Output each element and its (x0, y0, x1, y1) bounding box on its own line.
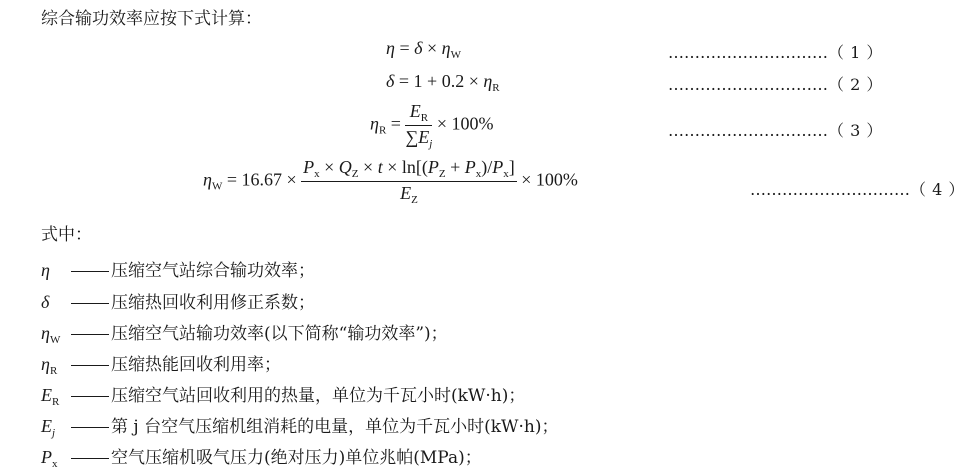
equation-4: $\eta_W = 16.67$ × $P_x \times Q_Z \times t \times \ln[(P_Z + P_x)/P_x]$ $E_Z$ × 100% (203, 157, 578, 206)
symbol: δ (41, 292, 50, 312)
numerator: E (409, 101, 421, 121)
definition-eta (41, 256, 315, 283)
symbol: η (41, 260, 50, 280)
eta-r-symbol: η (370, 113, 379, 134)
definition-eta-w (41, 319, 448, 346)
equation-1: $\eta = \delta \times \eta_W$ (386, 38, 461, 61)
eta-r-symbol: η (483, 71, 493, 91)
equation-2-number (668, 72, 883, 95)
subscript: W (49, 334, 61, 346)
subscript: R (492, 82, 500, 94)
leader-dots: ………………………… (668, 75, 828, 94)
subscript: W (450, 49, 461, 61)
eta-w-symbol: η (203, 169, 212, 190)
percent-tail: × 100% (436, 113, 494, 134)
subscript: j (429, 138, 433, 150)
denominator: E (400, 183, 412, 203)
subscript: x (314, 168, 320, 180)
subscript: R (420, 112, 429, 124)
delta-symbol: δ (414, 38, 423, 58)
dash (71, 303, 109, 304)
number-label: （ 3 ） (828, 121, 883, 140)
subscript: Z (411, 194, 418, 206)
times-symbol: × (426, 38, 438, 58)
constant: 16.67 (241, 169, 282, 190)
t-symbol: t (377, 157, 383, 177)
dash (71, 334, 109, 335)
subscript: x (475, 168, 482, 180)
definition-text: 压缩热回收利用修正系数； (111, 293, 315, 313)
symbol: E (41, 385, 52, 405)
eta-w-symbol: η (441, 38, 451, 58)
times-symbol: × (468, 71, 479, 91)
leader-dots: ………………………… (750, 180, 910, 199)
px-symbol: P (492, 157, 504, 177)
denominator: E (418, 127, 430, 147)
qz-symbol: Q (338, 157, 352, 177)
dash (71, 396, 109, 397)
subscript: R (49, 365, 58, 377)
plus-symbol: + (427, 71, 438, 91)
subscript: x (52, 458, 58, 470)
percent-tail: × 100% (521, 169, 578, 190)
dash (71, 427, 109, 428)
symbol: E (41, 416, 52, 436)
subscript: x (503, 168, 509, 180)
dash (71, 271, 109, 272)
definition-eta-r (41, 350, 281, 377)
definition-delta (41, 288, 315, 315)
definition-er (41, 381, 525, 408)
px-symbol: P (464, 157, 476, 177)
symbol: η (41, 354, 50, 374)
number-label: （ 1 ） (828, 43, 883, 62)
fraction: $P_x \times Q_Z \times t \times \ln[(P_Z + P_x)/P_x]$ $E_Z$ (303, 157, 515, 206)
equation-3: $\eta_R$ = $\frac{E_R}{\sum E_j}$ × 100% (370, 101, 494, 150)
sum-symbol: ∑ (405, 127, 419, 147)
leader-dots: ………………………… (668, 121, 828, 140)
equation-3-number (668, 118, 883, 141)
number-label: （ 2 ） (828, 75, 883, 94)
definition-text: 压缩热能回收利用率； (111, 355, 281, 375)
leader-dots: ………………………… (668, 43, 828, 62)
subscript: R (378, 124, 387, 137)
subscript: j (52, 427, 56, 439)
delta-symbol: δ (386, 71, 395, 91)
symbol: P (41, 447, 52, 467)
subscript: W (211, 180, 223, 193)
equation-1-number (668, 40, 883, 63)
constant: 1 (413, 71, 423, 91)
ln-function: ln (401, 157, 416, 177)
subscript: R (52, 396, 60, 408)
subscript: Z (351, 168, 359, 180)
fraction (405, 101, 432, 150)
pz-symbol: P (427, 157, 439, 177)
where-label: 式中： (41, 225, 92, 245)
intro-text: 综合输功效率应按下式计算： (41, 9, 262, 29)
dash (71, 365, 109, 366)
symbol: η (41, 323, 50, 343)
subscript: Z (438, 168, 446, 180)
equation-4-number (750, 177, 965, 200)
number-label: （ 4 ） (910, 180, 965, 199)
definition-text: 空气压缩机吸气压力(绝对压力)单位兆帕(MPa)； (111, 448, 482, 468)
constant: 0.2 (441, 71, 465, 91)
definition-text: 压缩空气站综合输功效率； (111, 261, 315, 281)
definition-px (41, 443, 482, 470)
dash (71, 458, 109, 459)
equation-2: $\delta = 1 + 0.2 \times \eta_R$ (386, 71, 500, 94)
definition-text: 压缩空气站输功效率(以下简称“输功效率”)； (111, 324, 448, 344)
definition-text: 压缩空气站回收利用的热量，单位为千瓦小时(kW·h)； (111, 386, 526, 406)
definition-text: 第 j 台空气压缩机组消耗的电量，单位为千瓦小时(kW·h)； (111, 417, 559, 437)
px-symbol: P (303, 157, 315, 177)
definition-ej (41, 412, 558, 439)
eta-symbol: η (386, 38, 395, 58)
